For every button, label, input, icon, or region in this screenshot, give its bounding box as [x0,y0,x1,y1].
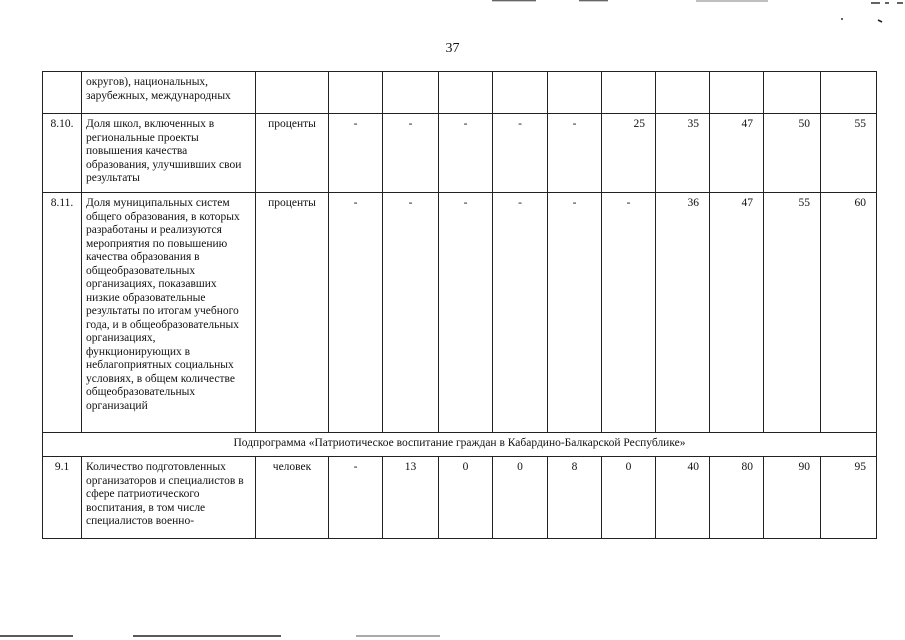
value-cell: 90 [764,457,821,539]
value-cell: 60 [821,193,877,433]
unit-cell: человек [256,457,329,539]
value-cell: 50 [764,114,821,193]
value-cell: 47 [710,114,764,193]
value-cell: 95 [821,457,877,539]
value-cell: - [493,193,548,433]
value-cell: - [329,457,383,539]
value-cell: 25 [602,114,656,193]
value-cell: 0 [493,457,548,539]
unit-cell: проценты [256,193,329,433]
value-cell: 47 [710,193,764,433]
value-cell: 13 [383,457,439,539]
unit-cell: проценты [256,114,329,193]
value-cell [821,72,877,114]
value-cell: - [548,114,602,193]
row-number-cell [43,72,82,114]
scan-artifact-marks [0,0,905,40]
value-cell: 40 [656,457,710,539]
value-cell: 0 [602,457,656,539]
value-cell: - [439,193,493,433]
table-row [43,457,877,539]
value-cell: 36 [656,193,710,433]
value-cell: - [548,193,602,433]
value-cell [493,72,548,114]
indicator-description-cell: Доля муниципальных систем общего образования, в которых разработаны и реализуются мероприятия по повышению качества образования в общеобразовательных организациях, показавших низкие образовательные результаты по итогам учебного года, и в общеобразовательных организациях, функционирующих в неблагоприятных социальных условиях, в общем количестве общеобразовательных организаций [82,193,256,433]
indicator-description-cell: Доля школ, включенных в региональные проекты повышения качества образования, улучшивших свои результаты [82,114,256,193]
value-cell: - [383,193,439,433]
value-cell: - [329,114,383,193]
value-cell [329,72,383,114]
table-row [43,114,877,193]
value-cell [602,72,656,114]
row-number-cell: 8.10. [43,114,82,193]
value-cell: 8 [548,457,602,539]
value-cell: - [329,193,383,433]
value-cell: 55 [764,193,821,433]
value-cell [656,72,710,114]
indicator-description-cell: округов), национальных, зарубежных, международных [82,72,256,114]
value-cell [439,72,493,114]
row-number-cell: 9.1 [43,457,82,539]
value-cell: 35 [656,114,710,193]
value-cell: - [493,114,548,193]
value-cell [548,72,602,114]
table-row [43,193,877,433]
value-cell: 80 [710,457,764,539]
value-cell: 0 [439,457,493,539]
value-cell: - [383,114,439,193]
subprogram-row [43,433,877,457]
value-cell [383,72,439,114]
page-number: 37 [445,41,460,56]
table-row [43,72,877,114]
value-cell: 55 [821,114,877,193]
indicator-description-cell: Количество подготовленных организаторов и специалистов в сфере патриотического воспитания, в том числе специалистов военно- [82,457,256,539]
subprogram-title: Подпрограмма «Патриотическое воспитание граждан в Кабардино-Балкарской Республике» [43,433,877,457]
unit-cell [256,72,329,114]
row-number-cell: 8.11. [43,193,82,433]
value-cell: - [602,193,656,433]
indicators-table [42,71,877,539]
scan-artifact-marks [0,626,905,640]
value-cell [764,72,821,114]
value-cell [710,72,764,114]
value-cell: - [439,114,493,193]
